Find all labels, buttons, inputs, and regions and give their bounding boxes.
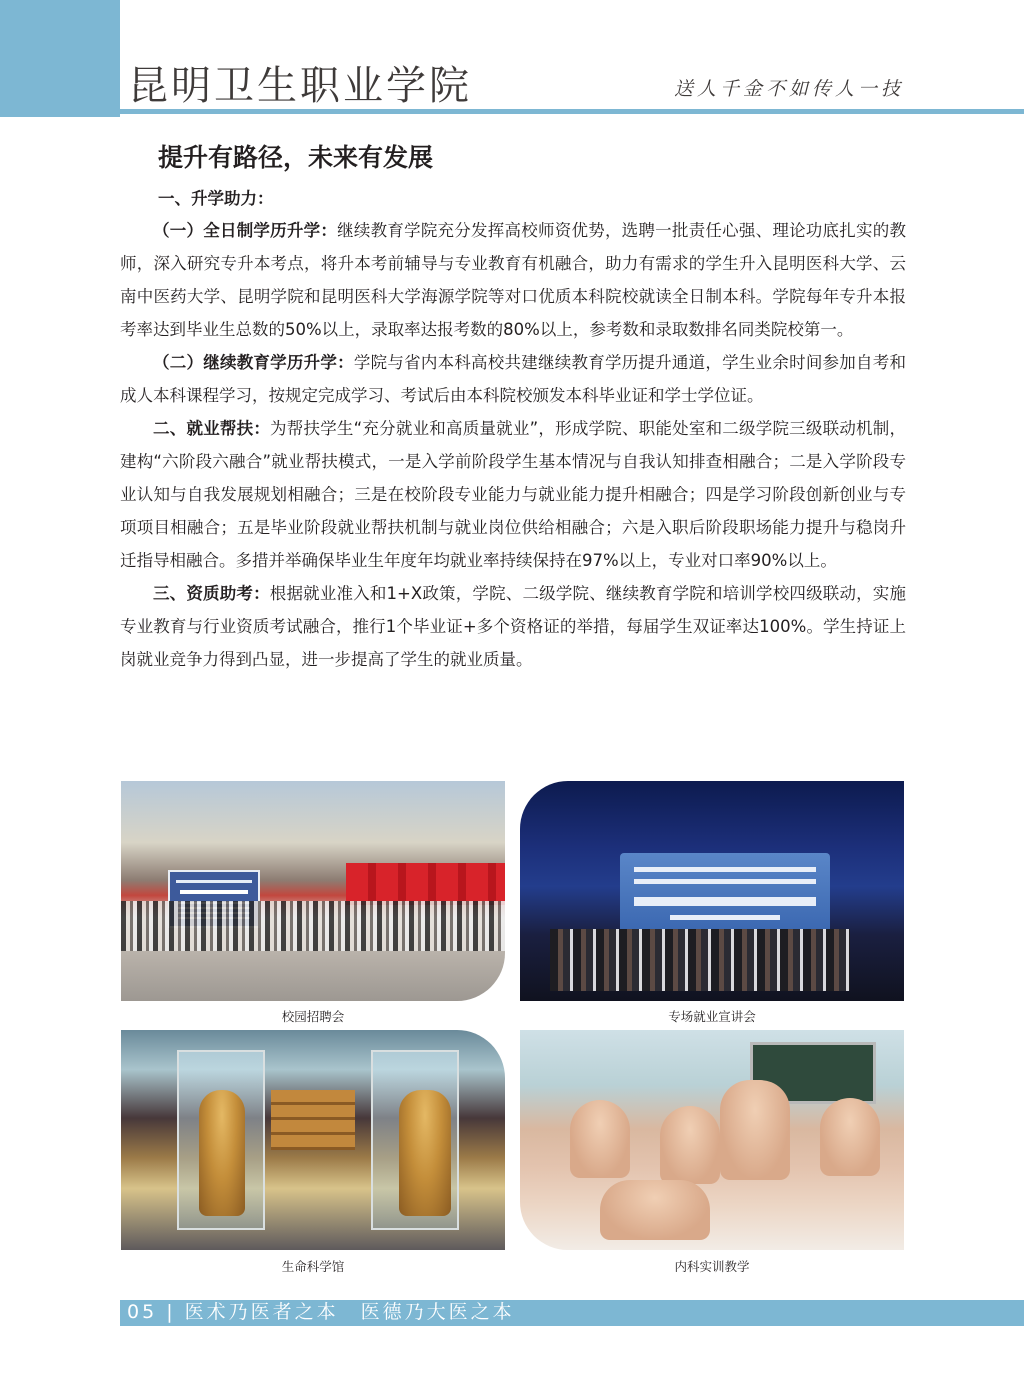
- photo-detail: [720, 1080, 790, 1180]
- paragraph-text: 为帮扶学生“充分就业和高质量就业”，形成学院、职能处室和二级学院三级联动机制，建构“六阶段六融合”就业帮扶模式，一是入学前阶段学生基本情况与自我认知排查相融合；二是入学阶段专业认知与自我发展规划相融合；三是在校阶段专业能力与就业能力提升相融合；四是学习阶段创新创业与专项项目相融合；五是毕业阶段就业帮扶机制与就业岗位供给相融合；六是入职后阶段职场能力提升与稳岗升迁指导相融合。多措并举确保毕业生年度年均就业率持续保持在97%以上，专业对口率90%以上。: [120, 419, 906, 570]
- caption-life-science-museum: 生命科学馆: [281, 1259, 345, 1274]
- caption-employment-briefing: 专场就业宣讲会: [668, 1009, 756, 1024]
- paragraph-employment-support: [120, 412, 906, 577]
- header-slogan: 送人千金不如传人一技: [673, 78, 904, 100]
- photo-detail: [199, 1090, 245, 1216]
- footer-text: 05 | 医术乃医者之本 医德乃大医之本: [127, 1301, 515, 1323]
- paragraph-lead: （一）全日制学历升学：: [153, 221, 338, 240]
- paragraph-qualification-support: [120, 577, 906, 676]
- paragraph-lead: 三、资质助考：: [153, 584, 270, 603]
- photo-detail: [600, 1180, 710, 1240]
- photo-employment-briefing: [520, 781, 904, 1001]
- paragraph-fulltime-upgrade: [120, 214, 906, 346]
- caption-campus-job-fair: 校园招聘会: [281, 1009, 345, 1024]
- caption-internal-medicine-training: 内科实训教学: [674, 1259, 750, 1274]
- paragraph-lead: 二、就业帮扶：: [153, 419, 271, 438]
- paragraph-text: 继续教育学院充分发挥高校师资优势，选聘一批责任心强、理论功底扎实的教师，深入研究专升本考点，将升本考前辅导与专业教育有机融合，助力有需求的学生升入昆明医科大学、云南中医药大学、昆明学院和昆明医科大学海源学院等对口优质本科院校就读全日制本科。学院每年专升本报考率达到毕业生总数的50%以上，录取率达报考数的80%以上，参考数和录取数排名同类院校第一。: [120, 221, 907, 339]
- header-side-bar: [0, 0, 120, 117]
- photo-detail: [271, 1090, 355, 1150]
- photo-detail: [820, 1098, 880, 1176]
- photo-detail: [550, 929, 850, 991]
- photo-campus-job-fair: [121, 781, 505, 1001]
- article-body: [120, 138, 906, 676]
- photo-life-science-museum: [121, 1030, 505, 1250]
- photo-detail: [399, 1090, 451, 1216]
- photo-internal-medicine-training: [520, 1030, 904, 1250]
- paragraph-lead: （二）继续教育学历升学：: [153, 353, 354, 372]
- photo-detail: [346, 863, 505, 905]
- photo-detail: [121, 901, 505, 951]
- photo-detail: [660, 1106, 720, 1184]
- paragraph-text: 根据就业准入和1+X政策，学院、二级学院、继续教育学院和培训学校四级联动，实施专业教育与行业资质考试融合，推行1个毕业证+多个资格证的举措，每届学生双证率达100%。学生持证上岗就业竞争力得到凸显，进一步提高了学生的就业质量。: [120, 584, 906, 669]
- subhead-further-study: 一、升学助力：: [158, 189, 274, 208]
- college-name: 昆明卫生职业学院: [128, 63, 472, 109]
- photo-detail: [570, 1100, 630, 1178]
- article-title: 提升有路径，未来有发展: [158, 143, 434, 172]
- paragraph-text: 学院与省内本科高校共建继续教育学历提升通道，学生业余时间参加自考和成人本科课程学习，按规定完成学习、考试后由本科院校颁发本科毕业证和学士学位证。: [120, 353, 907, 405]
- paragraph-continuing-education: [120, 346, 906, 412]
